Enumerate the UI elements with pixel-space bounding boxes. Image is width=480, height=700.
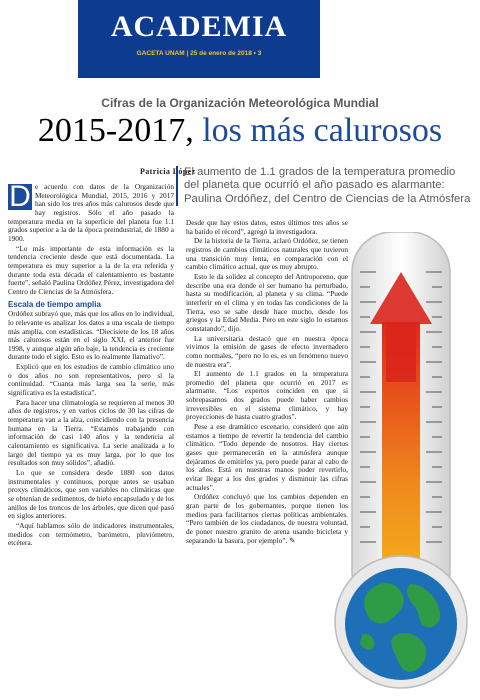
paragraph: Desde que hay estos datos, estos últimos tres años se ha batido el récord”, agregó la investigadora. (186, 218, 348, 236)
article-headline (0, 114, 480, 148)
masthead (78, 0, 320, 78)
paragraph-text: e acuerdo con datos de la Organización Meteorológica Mundial, 2015, 2016 y 2017 han sido los tres años más calurosos desde que hay registros. Sólo el año pasado la temperatura media en la superficie del planeta fue 1.1 grados superior a la de la época preindustrial, de 1880 a 1900. (8, 182, 174, 243)
paragraph: Pese a ese dramático escenario, consideró que aún estamos a tiempo de revertir la tendencia del cambio climático. “Todo depende de nosotros. Hay ciertos gases que permanecerán en la atmósfera aunque dejáramos de emitirlos ya, pero puede parar al cabo de los años. Está en nuestras manos poder revertirlo, evitar llegar a los dos grados y disminuir las cifras actuales”. (186, 422, 348, 492)
paragraph: “Aquí hablamos sólo de indicadores instrumentales, medidos con termómetro, barómetro, pluviómetro, etcétera. (8, 520, 174, 548)
paragraph: El aumento de 1.1 grados en la temperatura promedio del planeta que ocurrió en 2017 es alarmante. “Los expertos coinciden en que si sobrepasamos dos grados puede haber cambios irreversibles en el sistema climático, y hay proyecciones de hasta cuatro grados”. (186, 369, 348, 422)
paragraph (8, 180, 174, 244)
article-column-2 (186, 219, 348, 546)
paragraph: De la historia de la Tierra, aclaró Ordóñez, se tienen registros de cambios climáticos naturales que tuvieron una transición muy lenta, en comparación con el cambio climático actual, que es muy abrupto. (186, 236, 348, 272)
article-column-1 (8, 180, 174, 549)
paragraph: Explicó que en los estudios de cambio climático uno o dos años no son representativos, pero sí la continuidad. “Cuanta más larga sea la serie, más significativa es la estadística”. (8, 362, 174, 398)
thermometer-earth-illustration (328, 232, 478, 700)
masthead-title: ACADEMIA (110, 10, 288, 43)
paragraph: Ordóñez subrayó que, más que los años en lo individual, lo relevante es analizar los datos a una escala de tiempo más amplia, con estadísticas. “Diecisiete de los 18 años más calurosos están en el siglo XXI, el anterior fue 1998, y aunque algún año baje, la tendencia es creciente durante todo el siglo. Esto es lo realmente llamativo”. (8, 309, 174, 362)
masthead-subtitle: GACETA UNAM | 25 de enero de 2018 • 3 (136, 50, 262, 57)
earth-globe-icon (345, 568, 457, 680)
byline: Patricia López (140, 167, 196, 176)
section-heading: Escala de tiempo amplia (8, 299, 101, 309)
headline-rest: los más calurosos (193, 112, 443, 149)
paragraph: Ordóñez concluyó que los cambios dependen en gran parte de los gobernantes, porque tienen los medios para facilitarnos ciertas políticas ambientales. “Pero también de los ciudadanos, de nuestra voluntad, de poner nuestro granito de arena usando bicicleta y separando la basura, por ejemplo”. ✎ (186, 492, 348, 545)
drop-cap: D (9, 180, 31, 213)
paragraph: La universitaria destacó que en nuestra época vivimos la emisión de gases de efecto invernadero como normales, “pero no lo es, es un fenómeno nuevo de nuestra era”. (186, 333, 348, 369)
paragraph: Para hacer una climatología se requieren al menos 30 años de registros, y en varios ciclos de 30 las cifras de temperatura van a la alza, coincidiendo con la presencia humana en la Tierra. “Estamos trabajando con información de casi 140 años y la tendencia al calentamiento es significativa. La serie analizada a lo largo del tiempo ya es muy larga, por lo que los resultados son muy sólidos”, añadió. (8, 397, 174, 468)
paragraph: “Lo más importante de esta información es la tendencia creciente desde que está documentada. La temperatura es muy superior a la de la era referida y durante toda esta década el calentamiento es bastante fuerte”, señaló Paulina Ordóñez Pérez, investigadora del Centro de Ciencias de la Atmósfera. (8, 243, 174, 296)
headline-years: 2015-2017, (37, 112, 194, 149)
paragraph: Lo que se considera desde 1880 son datos instrumentales y continuos, porque antes se usaban proxys climáticos, que son variables no climáticas que se obtenían de sedimentos, de hielo encapsulado y de los anillos de los troncos de los árboles, que dicen qué pasó en siglos anteriores. (8, 468, 174, 521)
article-kicker: Cifras de la Organización Meteorológica Mundial (101, 96, 379, 110)
paragraph: Esto le da solidez al concepto del Antropoceno, que describe una era donde el ser humano ha perturbado, hasta su modificación, al planeta y su clima. “Puede interferir en el clima y en todas las condiciones de la Tierra, eso se sabe desde hace mucho, desde los griegos y la Edad Media. Pero en este siglo lo estamos constatando”, dijo. (186, 271, 348, 333)
pull-quote: El aumento de 1.1 grados de la temperatura promedio del planeta que ocurrió el año pasado es alarmante: Paulina Ordóñez, del Centro de Ciencias de la Atmósfera (176, 166, 472, 206)
